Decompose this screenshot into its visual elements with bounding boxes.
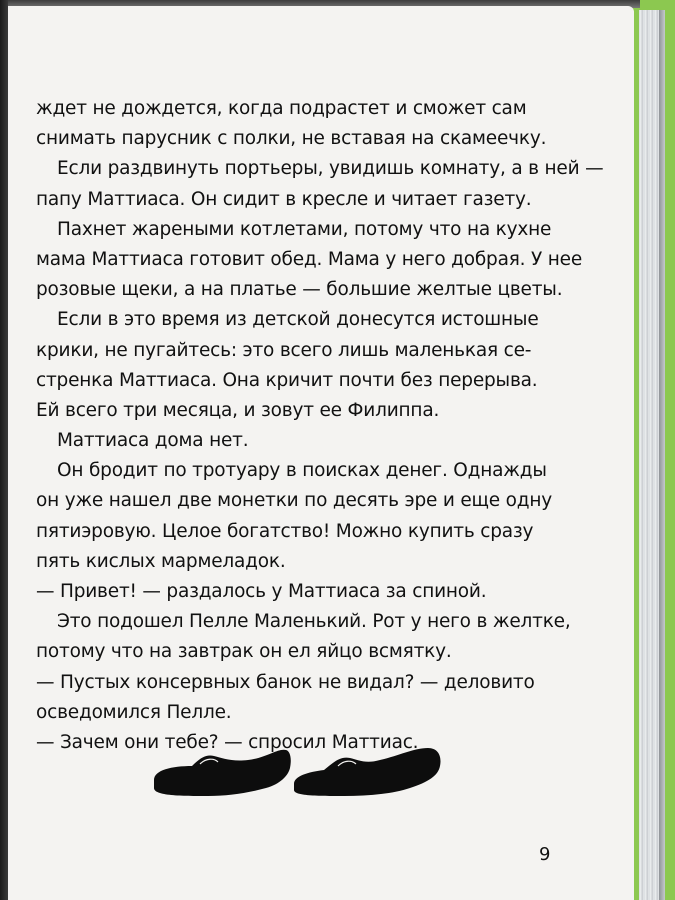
text-line: Маттиаса дома нет. xyxy=(57,430,249,452)
text-line: Ей всего три месяца, и зовут ее Филиппа. xyxy=(36,399,440,421)
text-line: — Привет! — раздалось у Маттиаса за спиной. xyxy=(36,581,487,602)
text-line: — Зачем они тебе? — спросил Маттиас. xyxy=(36,731,419,753)
text-line: мама Маттиаса готовит обед. Мама у него добрая. У нее xyxy=(36,248,583,270)
text-line: ждет не дождется, когда подрастет и сможет сам xyxy=(36,98,527,119)
text-line: стренка Маттиаса. Она кричит почти без перерыва. xyxy=(36,369,538,391)
text-line: осведомился Пелле. xyxy=(36,701,232,723)
page-edges xyxy=(639,10,661,900)
book-spine-shadow xyxy=(0,0,8,900)
page-edge-shadow xyxy=(659,10,665,900)
left-shoe xyxy=(154,750,291,796)
right-shoe xyxy=(294,748,441,796)
text-line: Если раздвинуть портьеры, увидишь комнату, а в ней — xyxy=(57,158,604,180)
text-line: — Пустых консервных банок не видал? — деловито xyxy=(36,671,535,693)
text-line: пятиэровую. Целое богатство! Можно купить сразу xyxy=(36,520,534,542)
text-line: Пахнет жареными котлетами, потому что на кухне xyxy=(57,218,552,240)
book-page xyxy=(8,6,634,900)
shoes-icon xyxy=(148,746,448,806)
text-line: пять кислых мармеладок. xyxy=(36,550,286,572)
body-text xyxy=(36,94,604,758)
page-number: 9 xyxy=(539,844,551,865)
text-line: потому что на завтрак он ел яйцо всмятку. xyxy=(36,641,452,663)
text-line: Он бродит по тротуару в поисках денег. Однажды xyxy=(57,460,547,482)
text-line: Если в это время из детской донесутся истошные xyxy=(57,309,539,331)
text-line: снимать парусник с полки, не вставая на скамеечку. xyxy=(36,128,547,150)
text-line: крики, не пугайтесь: это всего лишь маленькая се- xyxy=(36,339,532,361)
text-line: Это подошел Пелле Маленький. Рот у него в желтке, xyxy=(57,611,571,633)
text-line: папу Маттиаса. Он сидит в кресле и читает газету. xyxy=(36,188,532,210)
text-line: он уже нашел две монетки по десять эре и еще одну xyxy=(36,490,552,512)
text-line: розовые щеки, а на платье — большие желтые цветы. xyxy=(36,279,563,301)
